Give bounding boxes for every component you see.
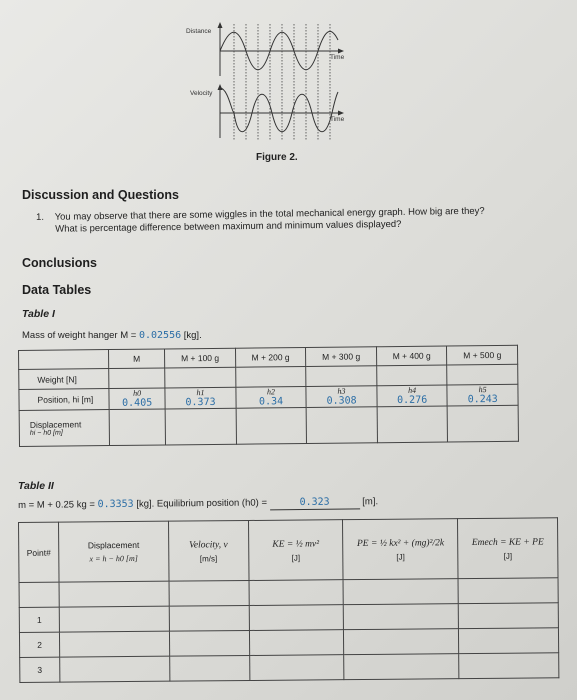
table-cell[interactable]	[448, 405, 519, 442]
position-value: 0.405	[122, 397, 153, 409]
table1-header-cell: M + 200 g	[235, 347, 306, 367]
position-label: Position, hi [m]	[19, 389, 109, 411]
table1-mass-line	[22, 330, 202, 342]
table1-displacement-row	[19, 405, 518, 446]
position-value: 0.243	[467, 393, 498, 406]
ke-col-unit: [J]	[291, 553, 301, 563]
position-cell[interactable]	[165, 387, 236, 409]
distance-axis-label: Distance	[186, 28, 212, 35]
ke-col-header	[248, 520, 343, 581]
table1-header-cell	[19, 350, 109, 370]
position-cell[interactable]	[236, 386, 307, 408]
table-cell[interactable]	[249, 580, 344, 606]
table-cell[interactable]	[344, 654, 459, 680]
displacement-sub: hi − h0 [m]	[29, 429, 63, 437]
equilibrium-value: 0.323	[270, 496, 360, 510]
table-1	[18, 345, 519, 447]
question-line-2: What is percentage difference between maximum and minimum values displayed?	[55, 218, 402, 235]
table-cell[interactable]	[249, 605, 344, 631]
displacement-col-title: Displacement	[87, 539, 140, 551]
table-cell[interactable]	[169, 655, 249, 681]
table2-mass-label: m = M + 0.25 kg =	[18, 499, 98, 511]
table-cell[interactable]	[306, 407, 377, 444]
h-symbol: h4	[408, 385, 417, 395]
velocity-axis-label: Velocity	[190, 90, 213, 97]
velocity-col-header	[168, 520, 248, 581]
table-cell[interactable]	[458, 578, 558, 604]
point-number: 1	[19, 607, 59, 632]
weight-label: Weight [N]	[19, 369, 109, 390]
question-1	[36, 206, 485, 236]
table1-mass-label: Mass of weight hanger M =	[22, 330, 139, 341]
displacement-col-formula: x = h − h0 [m]	[89, 553, 138, 564]
pe-col-header	[343, 519, 458, 580]
table2-mass-line	[18, 496, 378, 513]
velocity-col-unit: [m/s]	[199, 553, 218, 563]
table-cell[interactable]	[343, 579, 458, 605]
table1-header-cell: M	[109, 349, 165, 369]
data-tables-heading: Data Tables	[22, 283, 92, 297]
pe-col-unit: [J]	[396, 552, 405, 562]
emech-col-formula: Emech = KE + PE	[471, 536, 544, 548]
h-symbol: h0	[133, 388, 142, 398]
table1-mass-unit: [kg].	[181, 330, 202, 341]
table-cell[interactable]	[236, 407, 307, 444]
emech-col-header	[458, 518, 558, 579]
point-number: 2	[19, 632, 59, 657]
position-cell[interactable]	[447, 384, 518, 406]
position-value: 0.276	[397, 394, 428, 407]
table1-header-cell: M + 100 g	[165, 348, 236, 368]
ke-col-formula: KE = ½ mv²	[272, 538, 320, 550]
table-cell[interactable]	[458, 603, 558, 629]
figure-2	[180, 16, 370, 146]
table2-row	[20, 653, 559, 683]
table-cell[interactable]	[169, 630, 249, 656]
table-2	[18, 517, 559, 683]
h-symbol: h1	[196, 388, 205, 398]
table-cell[interactable]	[169, 580, 249, 606]
point-number: 3	[20, 657, 60, 682]
time-axis-label-bottom: Time	[330, 116, 345, 123]
table-cell[interactable]	[59, 631, 169, 657]
velocity-col-title: Velocity, v	[189, 539, 228, 551]
figure-caption: Figure 2.	[256, 152, 298, 163]
point-number	[19, 582, 59, 607]
displacement-label	[19, 410, 109, 447]
table1-title: Table I	[22, 308, 55, 320]
displacement-col-header	[58, 521, 168, 582]
table-cell[interactable]	[377, 365, 448, 386]
table-cell[interactable]	[235, 366, 306, 387]
position-cell[interactable]	[377, 385, 448, 407]
table1-header-cell: M + 500 g	[447, 345, 518, 365]
table-cell[interactable]	[377, 406, 448, 443]
table-cell[interactable]	[306, 366, 377, 387]
table-cell[interactable]	[459, 628, 559, 654]
table-cell[interactable]	[459, 653, 559, 679]
point-col-header: Point#	[19, 522, 59, 582]
table1-header-cell: M + 400 g	[376, 346, 447, 366]
table-cell[interactable]	[165, 408, 236, 445]
h-symbol: h2	[266, 387, 276, 397]
h-symbol: h5	[478, 385, 487, 395]
discussion-heading: Discussion and Questions	[22, 188, 179, 202]
table2-mass-value: 0.3353	[97, 498, 134, 511]
h-symbol: h3	[337, 386, 346, 396]
position-value: 0.34	[258, 396, 284, 408]
table2-eq-unit: [m].	[359, 496, 379, 508]
position-cell[interactable]	[306, 386, 377, 408]
table-cell[interactable]	[109, 409, 166, 446]
wave-graph	[180, 16, 370, 146]
table-cell[interactable]	[344, 629, 459, 655]
table2-title: Table II	[18, 480, 54, 492]
table-cell[interactable]	[60, 656, 170, 682]
table2-mass-unit: [kg]. Equilibrium position (h0) =	[133, 497, 270, 510]
table1-mass-value: 0.02556	[138, 330, 182, 341]
table-cell[interactable]	[344, 604, 459, 630]
table-cell[interactable]	[249, 655, 344, 681]
table1-header-cell: M + 300 g	[306, 347, 377, 367]
table-cell[interactable]	[447, 364, 518, 385]
position-cell[interactable]	[109, 388, 165, 410]
pe-col-formula: PE = ½ kx² + (mg)²/2k	[356, 537, 445, 549]
position-value: 0.373	[185, 396, 216, 409]
table-cell[interactable]	[59, 581, 169, 607]
emech-col-unit: [J]	[503, 551, 513, 561]
question-line-1: You may observe that there are some wiggles in the total mechanical energy graph. How big are they?	[54, 205, 485, 223]
table-cell[interactable]	[59, 606, 169, 632]
displacement-text: Displacement	[29, 419, 82, 430]
position-value: 0.308	[326, 395, 357, 407]
conclusions-heading: Conclusions	[22, 256, 98, 270]
table-cell[interactable]	[109, 368, 165, 389]
table2-header-row	[19, 518, 559, 583]
table-cell[interactable]	[249, 630, 344, 656]
table-cell[interactable]	[165, 367, 236, 388]
question-number: 1.	[36, 211, 45, 223]
time-axis-label-top: Time	[330, 54, 345, 61]
table-cell[interactable]	[169, 605, 249, 631]
